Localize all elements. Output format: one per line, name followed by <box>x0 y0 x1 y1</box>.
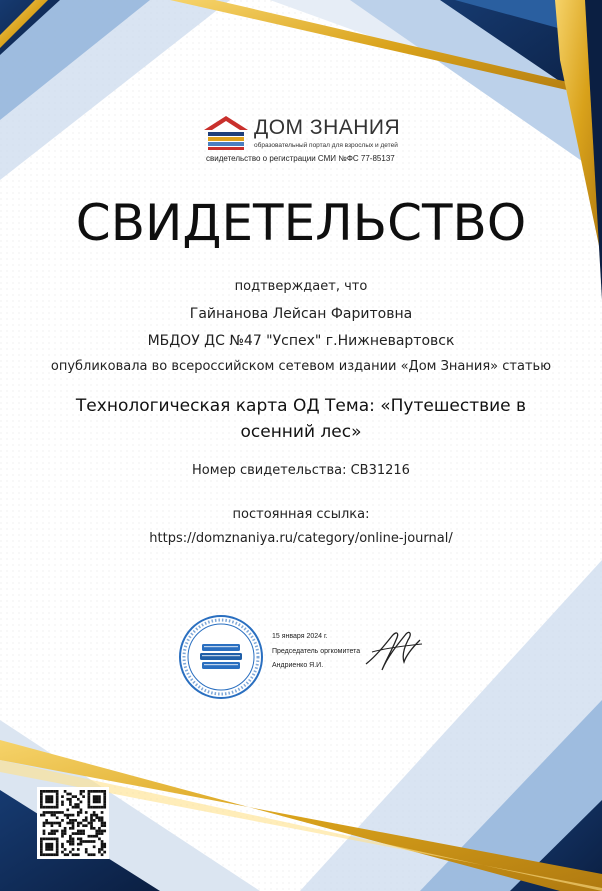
work-title <box>60 393 542 445</box>
signature-date: 15 января 2024 г. <box>272 633 328 640</box>
published-text: опубликовала во всероссийском сетевом издании «Дом Знания» статью <box>50 359 552 374</box>
recipient-organization: МБДОУ ДС №47 "Успех" г.Нижневартовск <box>147 333 455 349</box>
work-title-line-1: Технологическая карта ОД Тема: «Путешествие в <box>75 396 527 416</box>
brand-tagline: образовательный портал для взрослых и детей <box>254 142 398 149</box>
link-label: постоянная ссылка: <box>232 507 370 522</box>
qr-code-icon <box>37 787 109 859</box>
confirms-text: подтверждает, что <box>234 279 368 294</box>
brand-logo <box>200 112 420 168</box>
work-title-line-2: осенний лес» <box>240 422 362 442</box>
handwritten-signature <box>362 626 426 676</box>
brand-name: ДОМ ЗНАНИЯ <box>254 116 401 139</box>
house-stack-icon <box>202 114 250 150</box>
link-url[interactable]: https://domznaniya.ru/category/online-journal/ <box>149 531 453 546</box>
books-seal-icon <box>178 614 264 700</box>
certificate-title: СВИДЕТЕЛЬСТВО <box>75 194 527 252</box>
recipient-name: Гайнанова Лейсан Фаритовна <box>189 306 413 322</box>
brand-registration: свидетельство о регистрации СМИ №ФС 77-85137 <box>206 154 395 163</box>
certificate-number: Номер свидетельства: СВ31216 <box>192 463 410 478</box>
signature-name: Андриенко Я.И. <box>272 662 324 669</box>
signature-role: Председатель оргкомитета <box>272 648 361 655</box>
